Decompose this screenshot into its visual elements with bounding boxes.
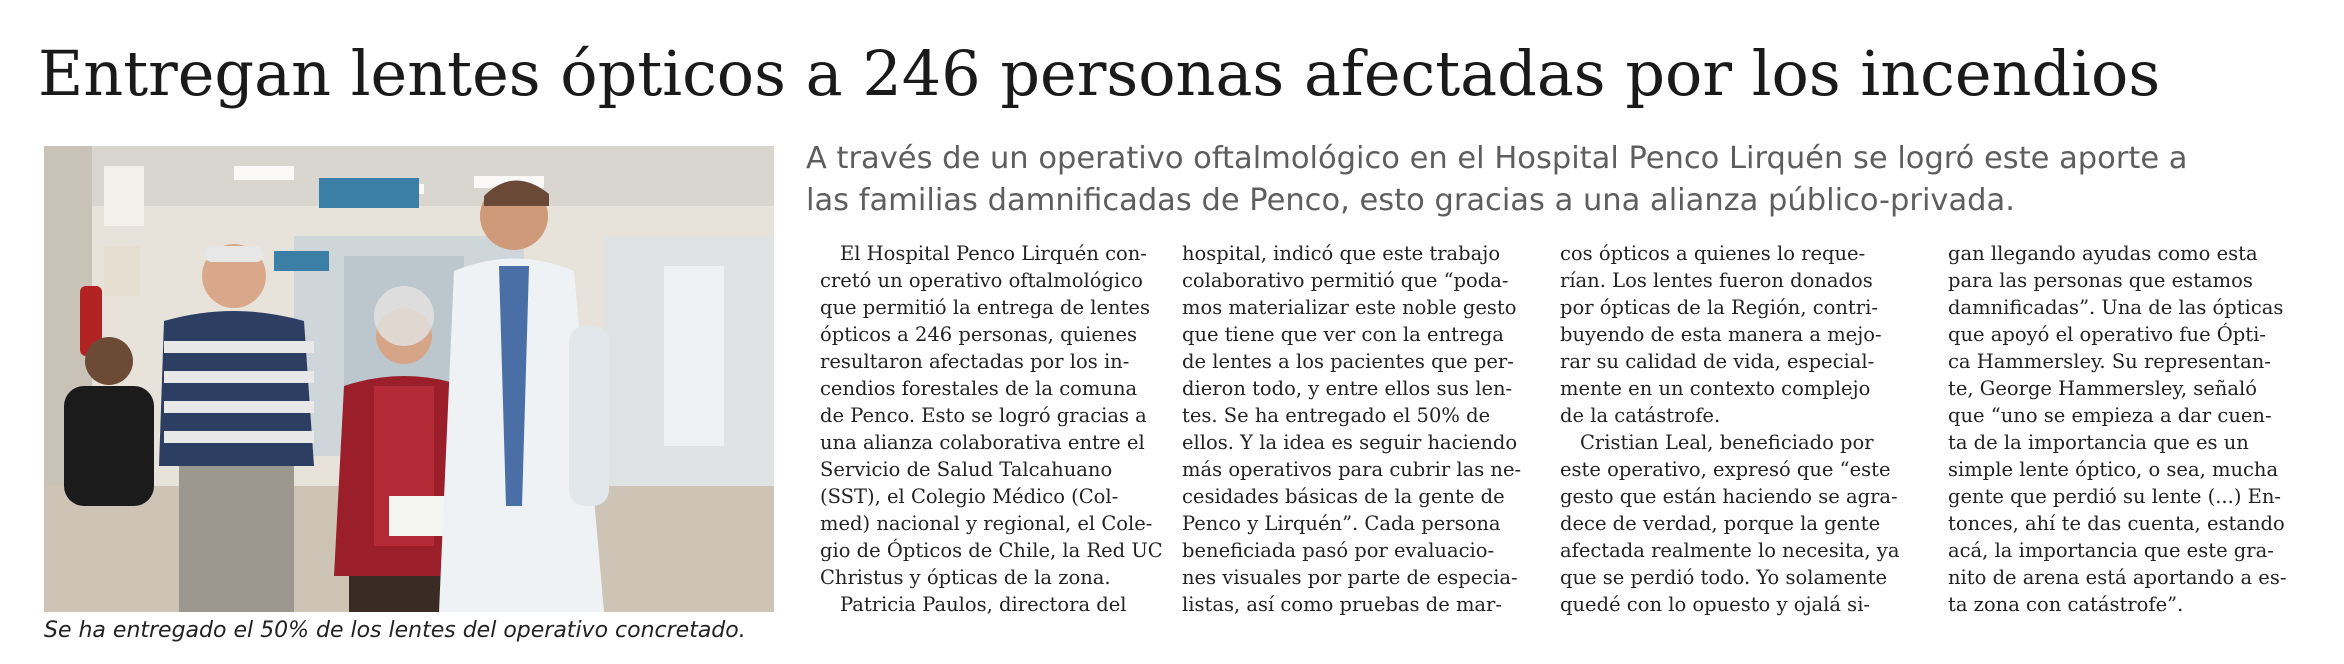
body-line: (SST), el Colegio Médico (Col- <box>820 485 1119 508</box>
body-line: cretó un operativo oftalmológico <box>820 269 1143 292</box>
lead-line: las familias damnificadas de Penco, esto gracias a una alianza público-privada. <box>806 183 2015 218</box>
body-line: que “uno se empieza a dar cuen- <box>1948 404 2272 427</box>
body-line: gan llegando ayudas como esta <box>1948 242 2258 265</box>
body-line: te, George Hammersley, señaló <box>1948 377 2257 400</box>
body-line: ellos. Y la idea es seguir haciendo <box>1182 431 1518 454</box>
body-line: cendios forestales de la comuna <box>820 377 1138 400</box>
body-column-1 <box>820 240 1180 618</box>
body-line: por ópticas de la Región, contri- <box>1560 296 1878 319</box>
body-line: ta zona con catástrofe”. <box>1948 593 2184 616</box>
body-line: tes. Se ha entregado el 50% de <box>1182 404 1491 427</box>
body-line: de lentes a los pacientes que per- <box>1182 350 1514 373</box>
body-line: simple lente óptico, o sea, mucha <box>1948 458 2279 481</box>
body-line: este operativo, expresó que “este <box>1560 458 1891 481</box>
body-column-4 <box>1948 240 2308 618</box>
body-line: una alianza colaborativa entre el <box>820 431 1145 454</box>
body-line: nes visuales por parte de especia- <box>1182 566 1518 589</box>
body-line: dece de verdad, porque la gente <box>1560 512 1881 535</box>
body-line: gio de Ópticos de Chile, la Red UC <box>820 539 1163 562</box>
body-line: más operativos para cubrir las ne- <box>1182 458 1522 481</box>
body-line: Servicio de Salud Talcahuano <box>820 458 1113 481</box>
body-line: ópticos a 246 personas, quienes <box>820 323 1138 346</box>
body-line: beneficiada pasó por evaluacio- <box>1182 539 1495 562</box>
body-line: para las personas que estamos <box>1948 269 2253 292</box>
body-line: buyendo de esta manera a mejo- <box>1560 323 1882 346</box>
body-line: quedé con lo opuesto y ojalá si- <box>1560 593 1871 616</box>
body-line: acá, la importancia que este gra- <box>1948 539 2274 562</box>
body-line: de Penco. Esto se logró gracias a <box>820 404 1147 427</box>
body-line: listas, así como pruebas de mar- <box>1182 593 1502 616</box>
body-line: Christus y ópticas de la zona. <box>820 566 1111 589</box>
body-line: Cristian Leal, beneficiado por <box>1580 431 1874 454</box>
body-line: que apoyó el operativo fue Ópti- <box>1948 323 2266 346</box>
body-line: cos ópticos a quienes lo reque- <box>1560 242 1866 265</box>
article-lead <box>806 138 2306 222</box>
body-line: ca Hammersley. Su representan- <box>1948 350 2271 373</box>
body-line: que permitió la entrega de lentes <box>820 296 1150 319</box>
body-line: Patricia Paulos, directora del <box>840 593 1127 616</box>
body-line: gesto que están haciendo se agra- <box>1560 485 1898 508</box>
body-line: rar su calidad de vida, especial- <box>1560 350 1875 373</box>
body-line: nito de arena está aportando a es- <box>1948 566 2287 589</box>
body-line: de la catástrofe. <box>1560 404 1721 427</box>
body-line: resultaron afectadas por los in- <box>820 350 1130 373</box>
body-line: med) nacional y regional, el Cole- <box>820 512 1153 535</box>
body-column-3 <box>1560 240 1920 618</box>
body-line: cesidades básicas de la gente de <box>1182 485 1505 508</box>
body-line: Penco y Lirquén”. Cada persona <box>1182 512 1501 535</box>
body-line: mos materializar este noble gesto <box>1182 296 1517 319</box>
photo-caption: Se ha entregado el 50% de los lentes del operativo concretado. <box>44 618 746 643</box>
body-line: mente en un contexto complejo <box>1560 377 1871 400</box>
body-line: que tiene que ver con la entrega <box>1182 323 1504 346</box>
article-headline: Entregan lentes ópticos a 246 personas afectadas por los incendios <box>38 37 2161 110</box>
body-line: gente que perdió su lente (...) En- <box>1948 485 2282 508</box>
body-line: afectada realmente lo necesita, ya <box>1560 539 1900 562</box>
lead-line: A través de un operativo oftalmológico en el Hospital Penco Lirquén se logró este aporte a <box>806 141 2188 176</box>
body-line: colaborativo permitió que “poda- <box>1182 269 1509 292</box>
body-line: damnificadas”. Una de las ópticas <box>1948 296 2284 319</box>
article-body <box>0 240 2344 660</box>
body-line: dieron todo, y entre ellos sus len- <box>1182 377 1513 400</box>
body-line: que se perdió todo. Yo solamente <box>1560 566 1888 589</box>
body-line: hospital, indicó que este trabajo <box>1182 242 1501 265</box>
body-line: ta de la importancia que es un <box>1948 431 2249 454</box>
body-line: rían. Los lentes fueron donados <box>1560 269 1873 292</box>
body-column-2 <box>1182 240 1542 618</box>
body-line: tonces, ahí te das cuenta, estando <box>1948 512 2285 535</box>
body-line: El Hospital Penco Lirquén con- <box>840 242 1147 265</box>
